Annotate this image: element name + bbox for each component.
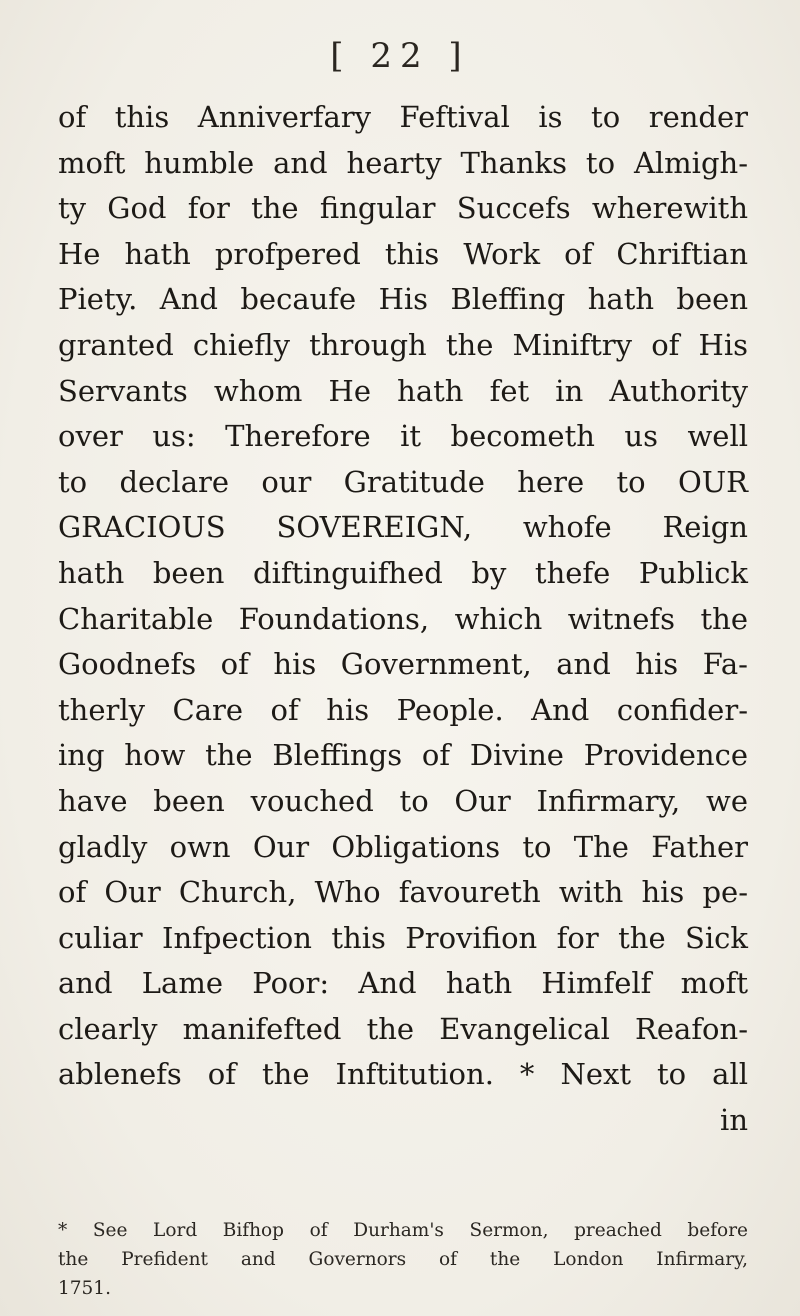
text-line: over us: Therefore it becometh us well bbox=[58, 419, 748, 454]
catchword: in bbox=[720, 1103, 748, 1138]
text-line: of this Anniverfary Feftival is to render bbox=[58, 100, 748, 134]
text-line: He hath profpered this Work of Chriftian bbox=[58, 236, 748, 271]
text-line: ablenefs of the Inftitution. * Next to all bbox=[58, 1057, 748, 1092]
text-line: Charitable Foundations, which witnefs the bbox=[58, 601, 748, 636]
text-line: to declare our Gratitude here to OUR bbox=[58, 464, 748, 499]
text-line: of Our Church, Who favoureth with his pe- bbox=[58, 875, 748, 910]
text-line: ty God for the fingular Succefs wherewith bbox=[58, 191, 748, 226]
text-line: GRACIOUS SOVEREIGN, whofe Reign bbox=[58, 510, 748, 545]
footnote-line: the Prefident and Governors of the London Infirmary, bbox=[58, 1249, 748, 1270]
body-text bbox=[58, 95, 748, 1144]
footnote-line: * See Lord Bifhop of Durham's Sermon, preached before bbox=[58, 1220, 748, 1241]
text-line: therly Care of his People. And confider- bbox=[58, 692, 748, 727]
text-line: granted chiefly through the Miniftry of His bbox=[58, 327, 748, 362]
text-line: hath been diftinguifhed by thefe Publick bbox=[58, 555, 748, 590]
text-line: gladly own Our Obligations to The Father bbox=[58, 829, 748, 864]
text-line: Goodnefs of his Government, and his Fa- bbox=[58, 647, 748, 682]
footnote-line: 1751. bbox=[58, 1278, 111, 1299]
text-line: clearly manifefted the Evangelical Reafon- bbox=[58, 1011, 748, 1046]
footnote bbox=[58, 1216, 748, 1303]
text-line: have been vouched to Our Infirmary, we bbox=[58, 783, 748, 818]
text-line: ing how the Bleffings of Divine Providence bbox=[58, 738, 748, 773]
text-line: Servants whom He hath fet in Authority bbox=[58, 373, 748, 408]
text-line: Piety. And becaufe His Bleffing hath been bbox=[58, 282, 748, 317]
text-line: moft humble and hearty Thanks to Almigh- bbox=[58, 145, 748, 180]
page-number: [ 22 ] bbox=[330, 36, 470, 76]
text-line: culiar Infpection this Provifion for the Sick bbox=[58, 920, 748, 955]
text-line: and Lame Poor: And hath Himfelf moft bbox=[58, 966, 748, 1001]
